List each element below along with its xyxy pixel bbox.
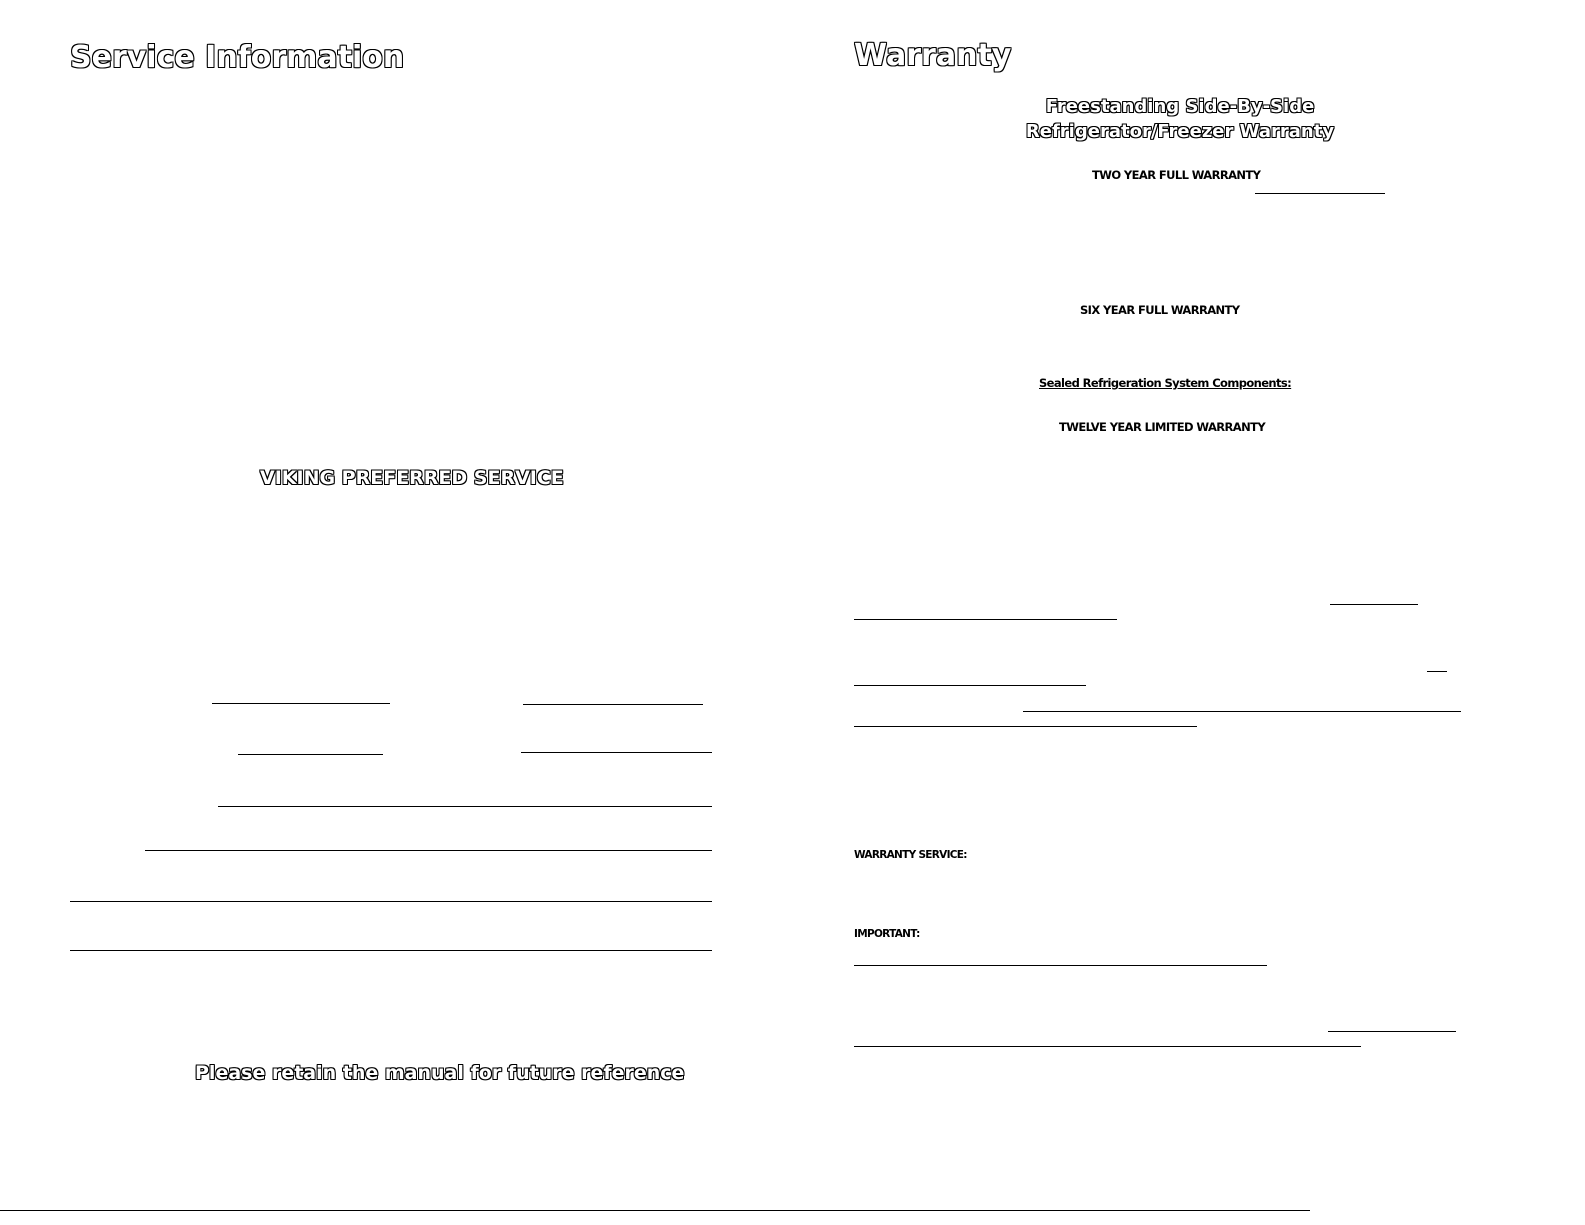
six-year-warranty-heading: SIX YEAR FULL WARRANTY — [1080, 303, 1240, 317]
underline — [1330, 604, 1418, 605]
warranty-title-line-1: Freestanding Side-By-Side — [1045, 96, 1315, 117]
underline — [1255, 193, 1385, 194]
form-line — [70, 901, 712, 902]
page-bottom-border — [0, 1210, 1310, 1211]
sealed-components-heading: Sealed Refrigeration System Components: — [1039, 376, 1292, 390]
page-title-service-information: Service Information — [70, 40, 405, 75]
form-line — [523, 704, 703, 705]
warranty-title-line-2: Refrigerator/Freezer Warranty — [1025, 121, 1335, 142]
underline — [1328, 1031, 1456, 1032]
underline — [1023, 711, 1461, 712]
underline — [854, 726, 1197, 727]
form-line — [70, 950, 712, 951]
viking-preferred-service-heading: VIKING PREFERRED SERVICE — [260, 467, 564, 489]
underline — [854, 965, 1267, 966]
form-line — [145, 850, 712, 851]
underline — [854, 1046, 1361, 1047]
underline — [854, 685, 1086, 686]
twelve-year-warranty-heading: TWELVE YEAR LIMITED WARRANTY — [1059, 420, 1266, 434]
underline — [854, 619, 1117, 620]
form-line — [212, 703, 390, 704]
form-line — [218, 806, 712, 807]
form-line — [238, 754, 383, 755]
underline — [1427, 671, 1447, 672]
important-label: IMPORTANT: — [854, 928, 920, 940]
retain-manual-note: Please retain the manual for future reference — [195, 1062, 685, 1084]
page-title-warranty: Warranty — [854, 38, 1012, 73]
warranty-service-label: WARRANTY SERVICE: — [854, 849, 967, 861]
two-year-warranty-heading: TWO YEAR FULL WARRANTY — [1092, 168, 1261, 182]
form-line — [521, 752, 712, 753]
